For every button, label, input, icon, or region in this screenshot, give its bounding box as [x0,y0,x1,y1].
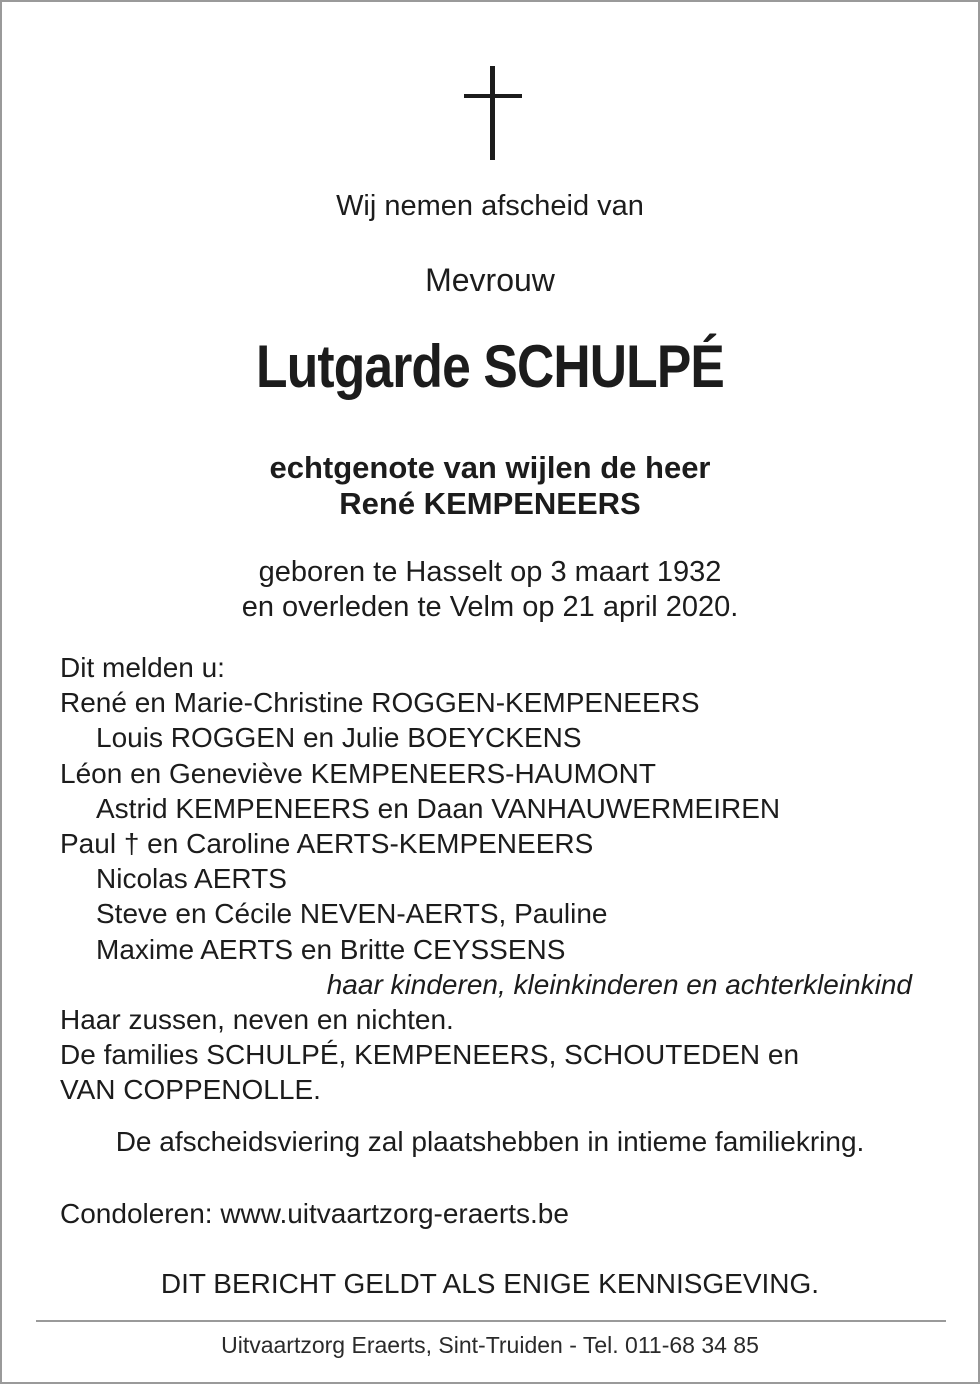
families-line-1: De families SCHULPÉ, KEMPENEERS, SCHOUTEDEN en [60,1039,800,1071]
family-line: Steve en Cécile NEVEN-AERTS, Pauline [96,898,608,930]
born-line: geboren te Hasselt op 3 maart 1932 [258,556,722,588]
family-line: Paul † en Caroline AERTS-KEMPENEERS [60,828,594,860]
intro-text: Wij nemen afscheid van [336,190,644,222]
families-line-2: VAN COPPENOLLE. [60,1074,321,1106]
spouse-line-1: echtgenote van wijlen de heer [269,450,711,485]
announcement-list [60,650,940,1108]
sisters-line: Haar zussen, neven en nichten. [60,1004,454,1036]
footer-divider [36,1320,946,1322]
spouse-line-2: René KEMPENEERS [339,486,641,521]
family-line: Louis ROGGEN en Julie BOEYCKENS [96,722,582,754]
deceased-name: Lutgarde SCHULPÉ [256,333,724,400]
condolences-text: Condoleren: www.uitvaartzorg-eraerts.be [60,1198,569,1229]
died-line: en overleden te Velm op 21 april 2020. [241,591,739,623]
announce-heading: Dit melden u: [60,652,225,683]
honorific: Mevrouw [425,262,555,298]
notice-text: DIT BERICHT GELDT ALS ENIGE KENNISGEVING. [160,1268,820,1299]
family-line: René en Marie-Christine ROGGEN-KEMPENEERS [60,687,700,719]
life-dates [2,555,978,625]
footer-text: Uitvaartzorg Eraerts, Sint-Truiden - Tel. 011-68 34 85 [221,1332,759,1358]
family-line: Léon en Geneviève KEMPENEERS-HAUMONT [60,757,656,789]
ceremony-text: De afscheidsviering zal plaatshebben in intieme familiekring. [115,1126,865,1157]
relation-caption: haar kinderen, kleinkinderen en achterkleinkind [326,968,912,1000]
spouse-info [2,450,978,522]
cross-icon [464,66,522,160]
family-line: Nicolas AERTS [96,863,287,895]
family-line: Maxime AERTS en Britte CEYSSENS [96,933,566,965]
family-line: Astrid KEMPENEERS en Daan VANHAUWERMEIREN [96,792,781,824]
